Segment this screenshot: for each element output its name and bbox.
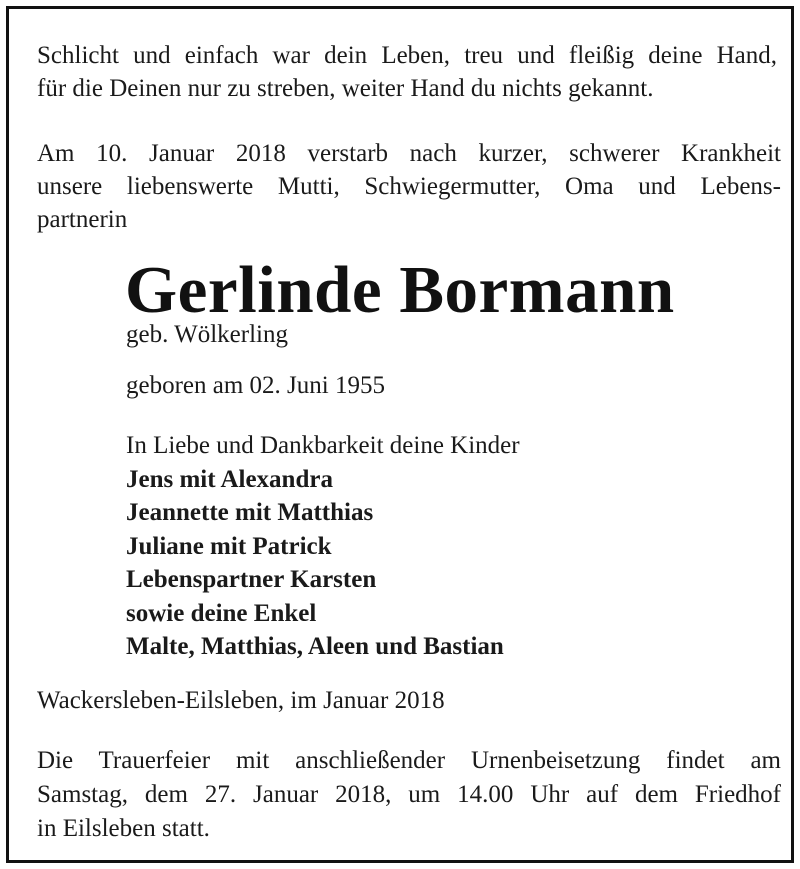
memorial-verse	[37, 39, 777, 105]
announcement-line: partnerin	[37, 206, 128, 233]
verse-line: Schlicht und einfach war dein Leben, treu und fleißig deine Hand,	[37, 42, 777, 69]
mourners-intro: In Liebe und Dankbarkeit deine Kinder	[126, 432, 520, 459]
funeral-notice	[37, 744, 781, 846]
funeral-line: Die Trauerfeier mit anschließender Urnenbeisetzung findet am	[37, 747, 781, 774]
deceased-name: Gerlinde Bormann	[125, 253, 675, 327]
mourners-list	[126, 429, 520, 664]
obituary-frame	[6, 6, 794, 863]
place-and-date: Wackersleben-Eilsleben, im Januar 2018	[37, 687, 445, 714]
mourner-name: sowie deine Enkel	[126, 599, 317, 627]
mourner-name: Malte, Matthias, Aleen und Bastian	[126, 633, 504, 660]
announcement-line: Am 10. Januar 2018 verstarb nach kurzer, schwerer Krankheit	[37, 140, 781, 167]
mourner-name: Lebenspartner Karsten	[126, 566, 377, 593]
mourner-name: Juliane mit Patrick	[126, 532, 332, 560]
death-announcement	[37, 137, 781, 236]
announcement-line: unsere liebenswerte Mutti, Schwiegermutter, Oma und Lebens-	[37, 173, 781, 200]
mourner-name: Jens mit Alexandra	[126, 465, 333, 493]
maiden-name: geb. Wölkerling	[126, 321, 288, 348]
birth-date: geboren am 02. Juni 1955	[126, 372, 385, 399]
mourner-name: Jeannette mit Matthias	[126, 499, 374, 526]
verse-line: für die Deinen nur zu streben, weiter Hand du nichts gekannt.	[37, 75, 654, 102]
funeral-line: in Eilsleben statt.	[37, 815, 210, 842]
funeral-line: Samstag, dem 27. Januar 2018, um 14.00 Uhr auf dem Friedhof	[37, 781, 781, 808]
